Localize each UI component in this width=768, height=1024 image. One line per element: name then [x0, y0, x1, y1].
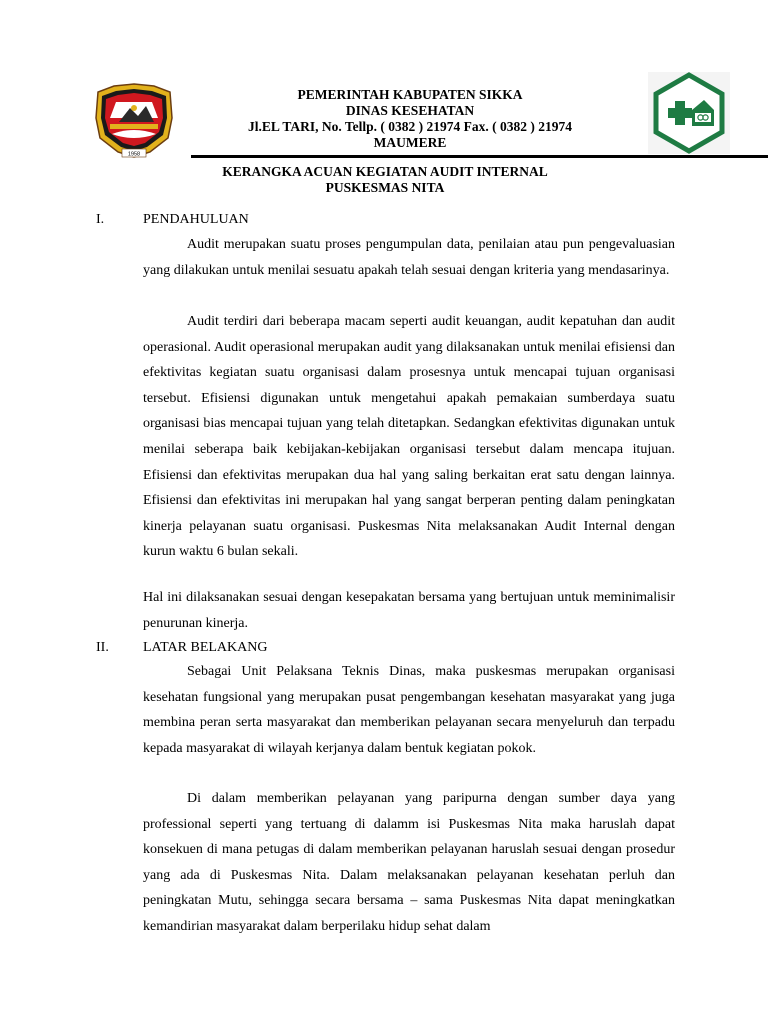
sikka-regency-emblem	[92, 82, 176, 158]
emblem-caption: 1958	[127, 151, 141, 158]
section-number: I.	[96, 212, 105, 227]
section-title: PENDAHULUAN	[143, 212, 249, 227]
paragraph: Audit terdiri dari beberapa macam seperti audit keuangan, audit kepatuhan dan audit operasional. Audit operasional merupakan audit yang dilaksanakan untuk menilai efisiensi dan efektivitas kegiatan suatu organisasi dalam prosesnya untuk mencapai tujuan organisasi tersebut. Efisiensi digunakan untuk mengetahui apakah pemakaian sumberdaya suatu organisasi bias mencapai tujuan yang telah ditetapkan. Sedangkan efektivitas digunakan untuk menilai seberapa baik kebijakan-kebijakan organisasi tersebut dalam mencapa itujuan. Efisiensi dan efektivitas merupakan dua hal yang saling berkaitan erat satu dengan lainnya. Efisiensi dan efektivitas ini merupakan hal yang sangat berperan penting dalam peningkatan kinerja pelayanan suatu organisasi. Puskesmas Nita melaksanakan Audit Internal dengan kurun waktu 6 bulan sekali.	[143, 314, 675, 560]
department-name: DINAS KESEHATAN	[345, 103, 475, 118]
document-title	[160, 164, 610, 196]
letterhead-divider	[191, 155, 768, 158]
document-title-line2: PUSKESMAS NITA	[325, 180, 445, 195]
paragraph: Sebagai Unit Pelaksana Teknis Dinas, maka puskesmas merupakan organisasi kesehatan fungsional yang merupakan pusat pengembangan kesehatan masyarakat yang juga membina peran serta masyarakat dan memberikan pelayanan secara menyeluruh dan terpadu kepada masyarakat di wilayah kerjanya dalam bentuk kegiatan pokok.	[143, 664, 675, 756]
section-number: II.	[96, 640, 109, 655]
city-name: MAUMERE	[373, 135, 447, 150]
paragraph: Audit merupakan suatu proses pengumpulan data, penilaian atau pun pengevaluasian yang dilakukan untuk menilai sesuatu apakah telah sesuai dengan kriteria yang mendasarinya.	[143, 237, 675, 278]
section-title: LATAR BELAKANG	[143, 640, 268, 655]
paragraph: Hal ini dilaksanakan sesuai dengan kesepakatan bersama yang bertujuan untuk meminimalisir penurunan kinerja.	[143, 590, 675, 631]
letterhead	[200, 87, 620, 151]
address-line: Jl.EL TARI, No. Tellp. ( 0382 ) 21974 Fax. ( 0382 ) 21974	[248, 119, 572, 134]
document-title-line1: KERANGKA ACUAN KEGIATAN AUDIT INTERNAL	[222, 164, 548, 179]
government-name: PEMERINTAH KABUPATEN SIKKA	[297, 87, 523, 102]
puskesmas-logo	[648, 72, 730, 154]
paragraph: Di dalam memberikan pelayanan yang paripurna dengan sumber daya yang professional seperti yang tertuang di dalamm isi Puskesmas Nita maka haruslah dapat konsekuen di mana petugas di dalam memberikan pelayanan haruslah sesuai dengan prosedur yang ada di Puskesmas Nita. Dalam melaksanakan pelayanan kesehatan perluh dan peningkatan Mutu, sehingga secara bersama – sama Puskesmas Nita dapat meningkatkan kemandirian masyarakat dalam berperilaku hidup sehat dalam	[143, 791, 675, 934]
